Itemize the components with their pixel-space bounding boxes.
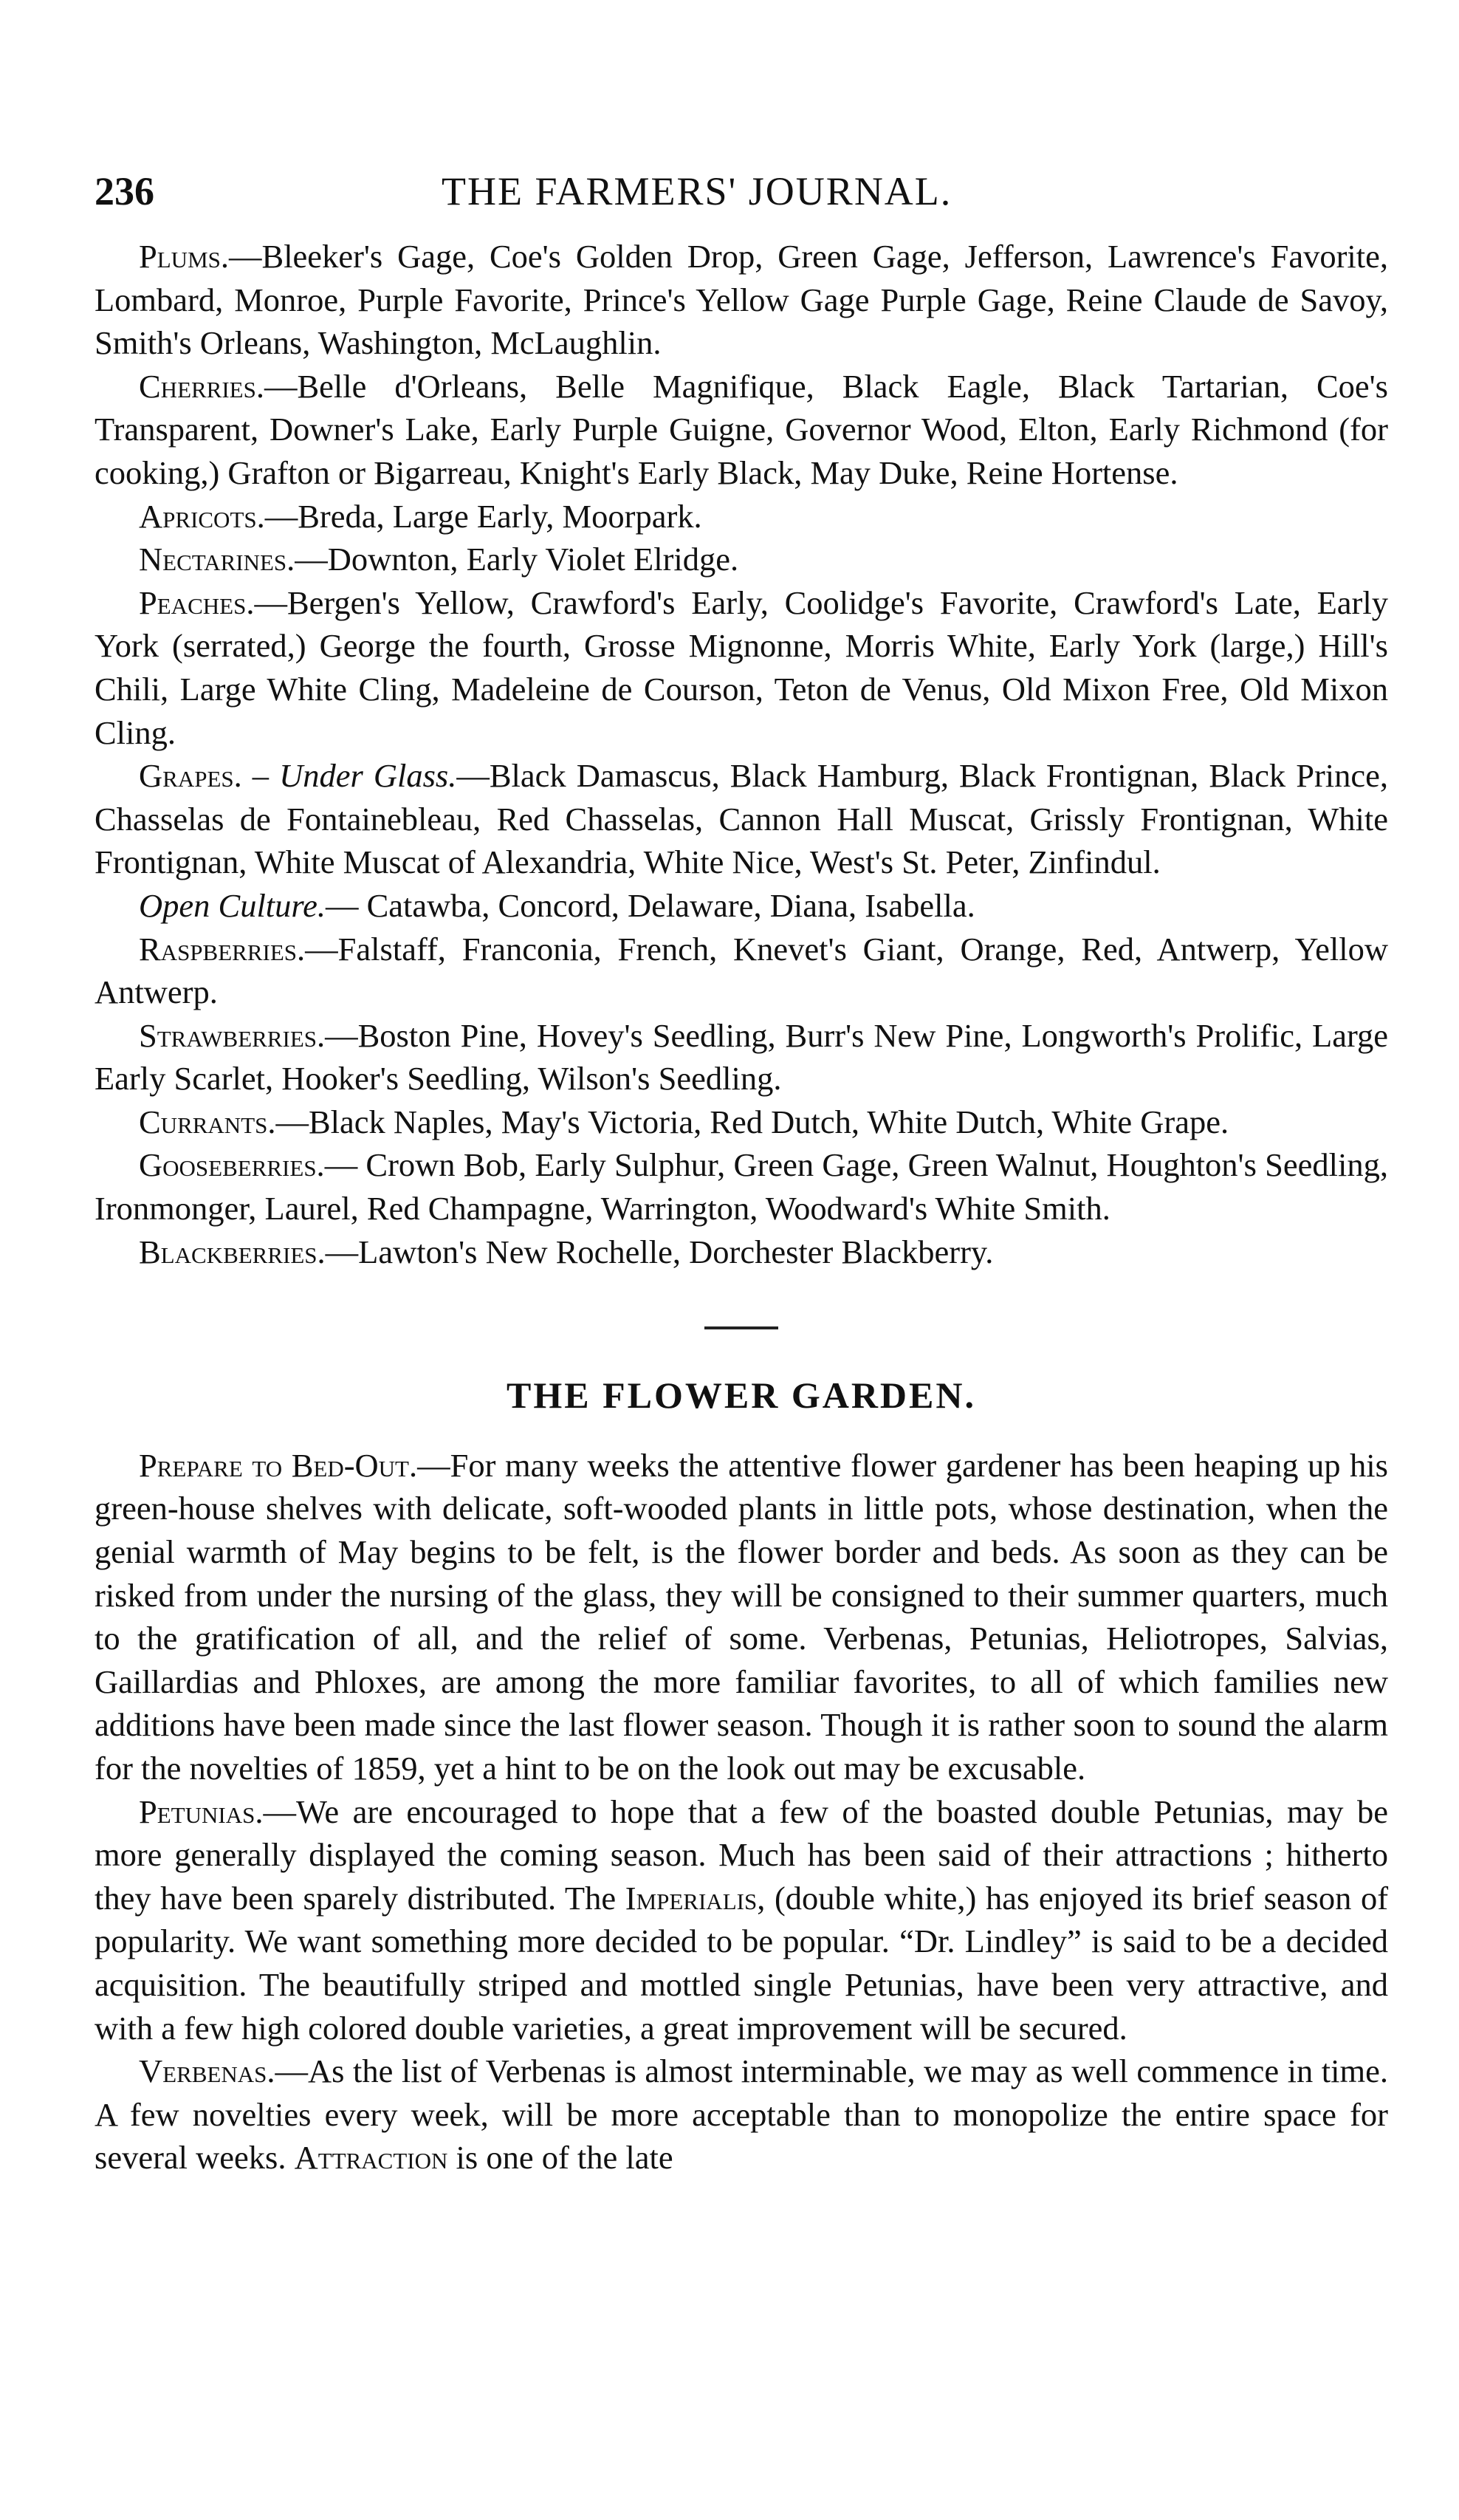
entry-heading: Peaches. bbox=[139, 583, 255, 621]
entry-text: — Catawba, Concord, Delaware, Diana, Isabella. bbox=[325, 886, 975, 924]
paragraph-text-continued: (double white,) has enjoyed its brief season of popularity. We want something more decided to be popular. “Dr. Lindley” is said to be a decided acquisition. The beautifully striped and mottled single Petunias, have been very attractive, and with a few high colored double varieties, a great improvement will be secured. bbox=[95, 1879, 1389, 2047]
fruit-entry-grapes-under-glass: Grapes. – Under Glass.—Black Damascus, Black Hamburg, Black Frontignan, Black Prince, Chasselas de Fontainebleau, Red Chasselas, Cannon Hall Muscat, Grissly Frontignan, White Frontignan, White Muscat of Alexandria, White Nice, West's St. Peter, Zinfindul. bbox=[95, 757, 1388, 881]
page-content bbox=[95, 235, 1388, 2180]
entry-heading: Raspberries. bbox=[139, 930, 306, 968]
entry-heading: Gooseberries. bbox=[139, 1146, 325, 1184]
entry-text: —Lawton's New Rochelle, Dorchester Blackberry. bbox=[325, 1233, 994, 1270]
paragraph-text-continued: is one of the late bbox=[447, 2139, 673, 2177]
journal-title: THE FARMERS' JOURNAL. bbox=[442, 169, 952, 213]
entry-heading: Grapes. bbox=[139, 757, 242, 795]
page-number: 236 bbox=[95, 169, 154, 213]
fruit-entry-raspberries bbox=[95, 928, 1388, 1014]
entry-text: —Boston Pine, Hovey's Seedling, Burr's New Pine, Longworth's Prolific, Large Early Scarlet, Hooker's Seedling, Wilson's Seedling. bbox=[95, 1016, 1388, 1098]
entry-heading: Plums. bbox=[139, 238, 230, 275]
entry-text: —Bergen's Yellow, Crawford's Early, Coolidge's Favorite, Crawford's Late, Early York (serrated,) George the fourth, Grosse Mignonne, Morris White, Early York (large,) Hill's Chili, Large White Cling, Madeleine de Courson, Teton de Venus, Old Mixon Free, Old Mixon Cling. bbox=[95, 583, 1388, 751]
running-head bbox=[95, 168, 1388, 220]
paragraph-lead: Prepare to Bed-Out. bbox=[139, 1446, 418, 1484]
entry-text: —Bleeker's Gage, Coe's Golden Drop, Green Gage, Jefferson, Lawrence's Favorite, Lombard, Monroe, Purple Favorite, Prince's Yellow Gage Purple Gage, Reine Claude de Savoy, Smith's Orleans, Washington, McLaughlin. bbox=[95, 238, 1388, 362]
entry-text: —Belle d'Orleans, Belle Magnifique, Black Eagle, Black Tartarian, Coe's Transparent, Downer's Lake, Early Purple Guigne, Governor Wood, Elton, Early Richmond (for cooking,) Grafton or Bigarreau, Knight's Early Black, May Duke, Reine Hortense. bbox=[95, 367, 1388, 491]
paragraph-lead: Verbenas. bbox=[139, 2052, 275, 2090]
variety-name: Imperialis, bbox=[625, 1879, 766, 1917]
entry-heading: Apricots. bbox=[139, 497, 265, 535]
variety-name: Attraction bbox=[294, 2139, 448, 2177]
paragraph-text: —For many weeks the attentive flower gardener has been heaping up his green-house shelves with delicate, soft-wooded plants in little pots, whose destination, when the genial warmth of May begins to be felt, is the flower border and beds. As soon as they can be risked from under the nursing of the glass, they will be consigned to their summer quarters, much to the gratification of all, and the relief of some. Verbenas, Petunias, Heliotropes, Salvias, Gaillardias and Phloxes, are among the more familiar favorites, to all of which families new additions have been made since the last flower season. Though it is rather soon to sound the alarm for the novelties of 1859, yet a hint to be on the look out may be excusable. bbox=[95, 1446, 1388, 1787]
entry-heading: Currants. bbox=[139, 1103, 276, 1140]
fruit-entry-gooseberries bbox=[95, 1143, 1388, 1230]
entry-heading: Nectarines. bbox=[139, 541, 295, 578]
entry-text: —Downton, Early Violet Elridge. bbox=[295, 541, 739, 578]
fruit-entry-plums bbox=[95, 235, 1388, 365]
fruit-entry-peaches bbox=[95, 581, 1388, 754]
entry-text: —Breda, Large Early, Moorpark. bbox=[264, 497, 702, 535]
paragraph-lead: Petunias. bbox=[139, 1793, 264, 1830]
entry-text: —Black Damascus, Black Hamburg, Black Frontignan, Black Prince, Chasselas de Fontainebleau, Red Chasselas, Cannon Hall Muscat, Grissly Frontignan, White Frontignan, White Muscat of Alexandria, White Nice, West's St. Peter, Zinfindul. bbox=[95, 757, 1388, 881]
fruit-entry-nectarines bbox=[95, 538, 1388, 581]
fruit-entry-blackberries bbox=[95, 1230, 1388, 1274]
paragraph-verbenas bbox=[95, 2050, 1388, 2180]
fruit-entry-currants bbox=[95, 1100, 1388, 1144]
entry-heading: Strawberries. bbox=[139, 1016, 326, 1054]
paragraph-prepare-to-bed-out bbox=[95, 1444, 1388, 1790]
paragraph-text: —We are encouraged to hope that a few of the boasted double Petunias, may be more generally displayed the coming season. Much has been said of their attractions ; hitherto they have been sparely distributed. The bbox=[95, 1793, 1388, 1917]
paragraph-text: —As the list of Verbenas is almost interminable, we may as well commence in time. A few novelties every week, will be more acceptable than to monopolize the entire space for several weeks. bbox=[95, 2052, 1388, 2177]
section-divider bbox=[704, 1326, 778, 1329]
entry-subheading: Under Glass. bbox=[279, 757, 457, 795]
entry-text: — Crown Bob, Early Sulphur, Green Gage, Green Walnut, Houghton's Seedling, Ironmonger, Laurel, Red Champagne, Warrington, Woodward's White Smith. bbox=[95, 1146, 1388, 1228]
entry-heading: Blackberries. bbox=[139, 1233, 326, 1270]
fruit-entry-cherries bbox=[95, 365, 1388, 495]
fruit-entry-strawberries bbox=[95, 1014, 1388, 1100]
fruit-entry-grapes-open-culture bbox=[95, 884, 1388, 928]
entry-heading: Cherries. bbox=[139, 367, 264, 405]
section-title: THE FLOWER GARDEN. bbox=[506, 1374, 976, 1417]
paragraph-petunias bbox=[95, 1790, 1388, 2050]
entry-text: —Falstaff, Franconia, French, Knevet's Giant, Orange, Red, Antwerp, Yellow Antwerp. bbox=[95, 930, 1388, 1011]
fruit-entry-apricots bbox=[95, 495, 1388, 538]
entry-subheading: Open Culture. bbox=[139, 886, 326, 924]
entry-text: —Black Naples, May's Victoria, Red Dutch, White Dutch, White Grape. bbox=[275, 1103, 1229, 1140]
